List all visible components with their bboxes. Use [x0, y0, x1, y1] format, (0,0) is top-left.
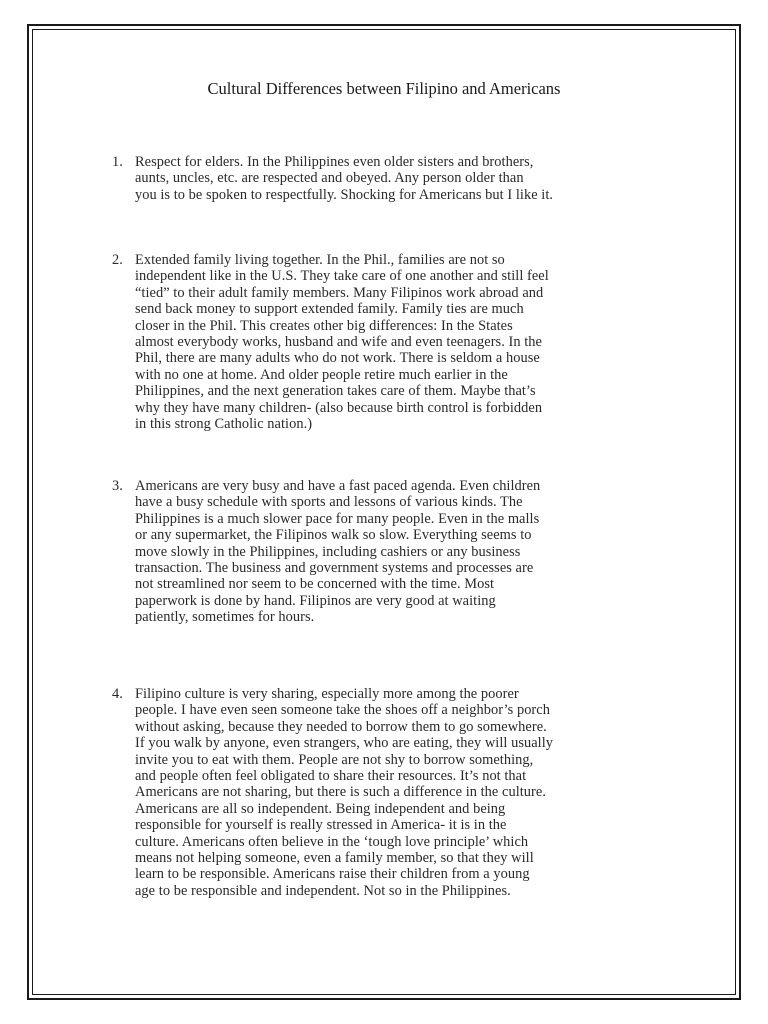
item-line: If you walk by anyone, even strangers, who are eating, they will usually — [135, 735, 554, 752]
item-line: culture. Americans often believe in the ‘tough love principle’ which — [135, 833, 529, 850]
item-line: aunts, uncles, etc. are respected and obeyed. Any person older than — [135, 170, 524, 187]
item-line: Americans are not sharing, but there is such a difference in the culture. — [135, 784, 546, 801]
item-number: 3. — [112, 478, 123, 494]
item-line: transaction. The business and government systems and processes are — [135, 560, 534, 577]
list-item-1 — [112, 154, 652, 203]
item-line: closer in the Phil. This creates other big differences: In the States — [135, 317, 513, 334]
item-line: you is to be spoken to respectfully. Shocking for Americans but I like it. — [135, 186, 554, 203]
item-number: 2. — [112, 252, 123, 268]
list-item-2 — [112, 252, 652, 432]
item-line: independent like in the U.S. They take care of one another and still feel — [135, 268, 549, 285]
item-line: paperwork is done by hand. Filipinos are very good at waiting — [135, 592, 496, 609]
item-line: and people often feel obligated to share their resources. It’s not that — [135, 768, 527, 785]
item-line: why they have many children- (also because birth control is forbidden — [135, 399, 543, 416]
item-line: in this strong Catholic nation.) — [135, 416, 313, 433]
item-line: with no one at home. And older people retire much earlier in the — [135, 366, 508, 383]
item-line: Americans are all so independent. Being independent and being — [135, 800, 506, 817]
item-number: 4. — [112, 686, 123, 702]
item-line: Philippines, and the next generation takes care of them. Maybe that’s — [135, 383, 536, 400]
item-line: “tied” to their adult family members. Many Filipinos work abroad and — [135, 284, 544, 301]
item-line: Americans are very busy and have a fast paced agenda. Even children — [135, 478, 541, 494]
item-line: move slowly in the Philippines, including cashiers or any business — [135, 543, 521, 560]
item-line: learn to be responsible. Americans raise their children from a young — [135, 866, 530, 883]
item-line: means not helping someone, even a family member, so that they will — [135, 850, 534, 867]
item-line: Extended family living together. In the Phil., families are not so — [135, 252, 505, 268]
item-line: age to be responsible and independent. Not so in the Philippines. — [135, 882, 511, 899]
item-text — [135, 478, 652, 626]
item-line: people. I have even seen someone take the shoes off a neighbor’s porch — [135, 702, 550, 719]
item-line: Respect for elders. In the Philippines even older sisters and brothers, — [135, 154, 534, 170]
item-line: or any supermarket, the Filipinos walk so slow. Everything seems to — [135, 527, 532, 544]
document-title: Cultural Differences between Filipino and Americans — [207, 79, 561, 98]
item-text — [135, 252, 652, 432]
item-line: not streamlined nor seem to be concerned with the time. Most — [135, 576, 495, 593]
item-line: send back money to support extended family. Family ties are much — [135, 301, 524, 318]
item-line: invite you to eat with them. People are not shy to borrow something, — [135, 751, 534, 768]
item-line: Phil, there are many adults who do not work. There is seldom a house — [135, 350, 540, 367]
list-item-4 — [112, 686, 652, 899]
item-line: patiently, sometimes for hours. — [135, 609, 315, 626]
item-line: without asking, because they needed to borrow them to go somewhere. — [135, 718, 547, 735]
item-text — [135, 686, 652, 899]
item-line: almost everybody works, husband and wife and even teenagers. In the — [135, 334, 542, 351]
list-item-3 — [112, 478, 652, 626]
item-line: Filipino culture is very sharing, especially more among the poorer — [135, 686, 519, 702]
item-line: responsible for yourself is really stressed in America- it is in the — [135, 817, 507, 834]
item-line: have a busy schedule with sports and lessons of various kinds. The — [135, 494, 523, 511]
item-line: Philippines is a much slower pace for many people. Even in the malls — [135, 510, 540, 527]
item-text — [135, 154, 652, 203]
item-number: 1. — [112, 154, 123, 170]
